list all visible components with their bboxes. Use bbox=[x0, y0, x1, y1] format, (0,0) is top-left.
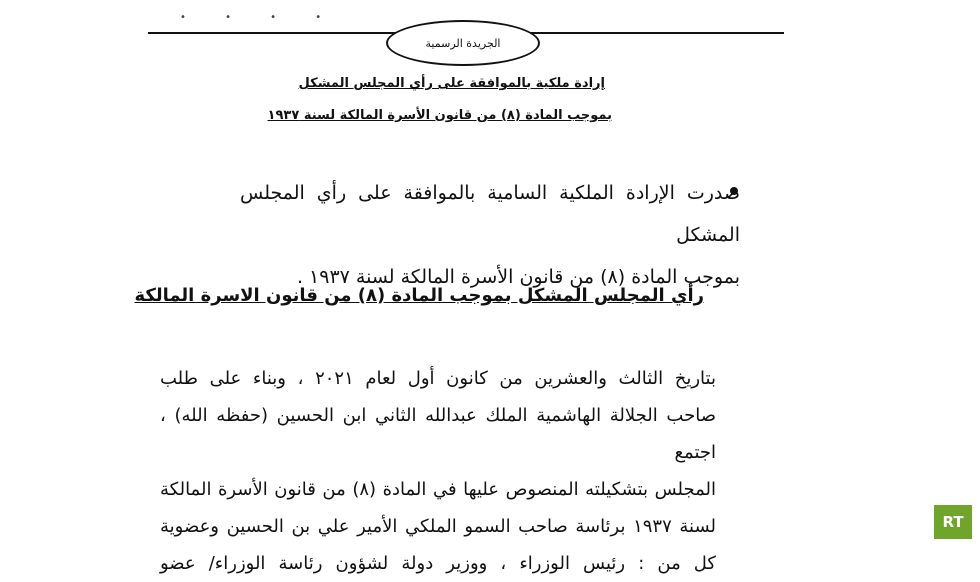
gazette-label: الجريدة الرسمية bbox=[425, 36, 501, 50]
body-line: كل من : رئيس الوزراء ، ووزير دولة لشؤون رئاسة الوزراء/ عضو bbox=[160, 553, 716, 574]
gazette-masthead bbox=[386, 20, 540, 66]
body-paragraph bbox=[160, 360, 716, 582]
bullet-paragraph bbox=[240, 172, 740, 298]
body-line: صاحب الجلالة الهاشمية الملك عبدالله الثاني ابن الحسين (حفظه الله) ، اجتمع bbox=[160, 405, 716, 463]
body-line: المجلس بتشكيلته المنصوص عليها في المادة (٨) من قانون الأسرة المالكة bbox=[160, 479, 716, 500]
body-line: لسنة ١٩٣٧ برئاسة صاحب السمو الملكي الأمير علي بن الحسين وعضوية bbox=[160, 516, 716, 537]
page-top-marks: • • • • bbox=[180, 12, 340, 23]
body-line: بتاريخ الثالث والعشرين من كانون أول لعام ٢٠٢١ ، وبناء على طلب bbox=[160, 368, 716, 389]
decree-title-line1: إرادة ملكية بالموافقة على رأي المجلس المشكل bbox=[298, 76, 605, 91]
bullet-line: صدرت الإرادة الملكية السامية بالموافقة على رأي المجلس المشكل bbox=[240, 182, 740, 246]
section-heading: رأي المجلس المشكل بموجب المادة (٨) من قانون الاسرة المالكة bbox=[134, 285, 704, 306]
decree-title-line2: بموجب المادة (٨) من قانون الأسرة المالكة لسنة ١٩٣٧ bbox=[267, 108, 612, 123]
bullet-line: بموجب المادة (٨) من قانون الأسرة المالكة لسنة ١٩٣٧ . bbox=[296, 266, 740, 288]
rt-logo: RT bbox=[934, 505, 972, 539]
